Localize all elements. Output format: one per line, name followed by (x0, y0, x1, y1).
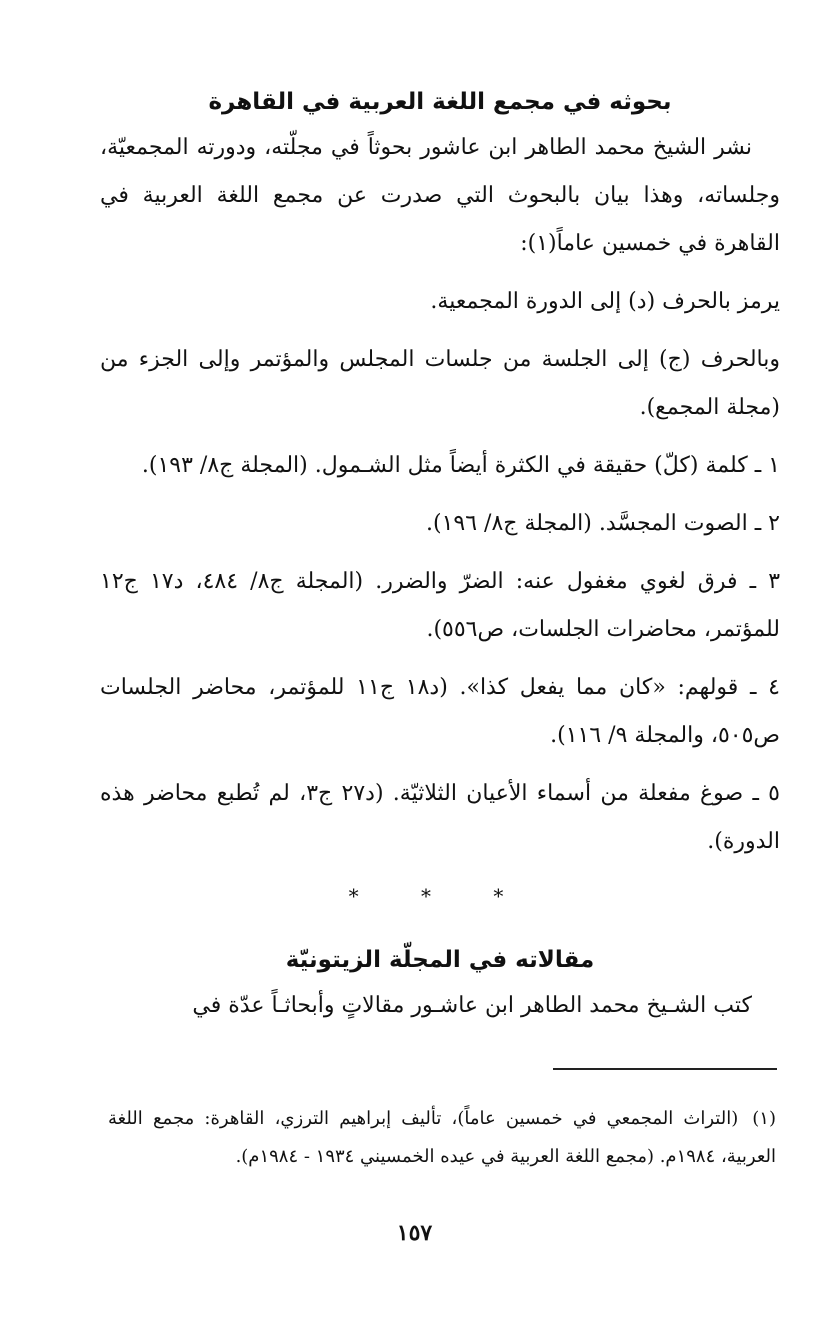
zaytuna-intro-paragraph: كتب الشـيخ محمد الطاهر ابن عاشـور مقالاتٍ وأبحاثـاً عدّة في (192, 993, 752, 1018)
page-number: ١٥٧ (396, 1220, 433, 1246)
research-item-3: ٣ ـ فرق لغوي مغفول عنه: الضرّ والضرر. (المجلة ج٨/ ٤٨٤، د١٧ ج١٢ للمؤتمر، محاضرات الجلسات، ص٥٥٦). (100, 569, 781, 642)
key-letter-j: وبالحرف (ج) إلى الجلسة من جلسات المجلس والمؤتمر وإلى الجزء من (مجلة المجمع). (100, 347, 780, 420)
section-heading-cairo-academy: بحوثه في مجمع اللغة العربية في القاهرة (208, 89, 672, 115)
key-letter-d: يرمز بالحرف (د) إلى الدورة المجمعية. (430, 289, 780, 314)
footnote-divider (553, 1068, 777, 1070)
research-item-4: ٤ ـ قولهم: «كان مما يفعل كذا». (د١٨ ج١١ للمؤتمر، محاضر الجلسات ص٥٠٥، والمجلة ٩/ ١١٦). (100, 675, 780, 748)
footnote-text: (التراث المجمعي في خمسين عاماً)، تأليف إبراهيم الترزي، القاهرة: مجمع اللغة العربية، ١٩٨٤م. (مجمع اللغة العربية في عيده الخمسيني ١٩٣٤ - ١٩٨٤م). (108, 1108, 776, 1167)
research-item-5: ٥ ـ صوغ مفعلة من أسماء الأعيان الثلاثيّة. (د٢٧ ج٣، لم تُطبع محاضر هذه الدورة). (100, 781, 780, 854)
intro-paragraph: نشر الشيخ محمد الطاهر ابن عاشور بحوثاً في مجلّته، ودورته المجمعيّة، وجلساته، وهذا بيان بالبحوث التي صدرت عن مجمع اللغة العربية في القاهرة في خمسين عاماً(١): (100, 135, 780, 256)
research-item-2: ٢ ـ الصوت المجسَّد. (المجلة ج٨/ ١٩٦). (426, 511, 780, 536)
footnote-number: (١) (752, 1108, 776, 1129)
section-heading-zaytuna-journal: مقالاته في المجلّة الزيتونيّة (285, 947, 595, 973)
page-body (100, 80, 780, 1040)
footnote (108, 1100, 776, 1176)
section-separator: * * * (348, 884, 532, 908)
research-item-1: ١ ـ كلمة (كلّ) حقيقة في الكثرة أيضاً مثل الشـمول. (المجلة ج٨/ ١٩٣). (141, 453, 780, 478)
